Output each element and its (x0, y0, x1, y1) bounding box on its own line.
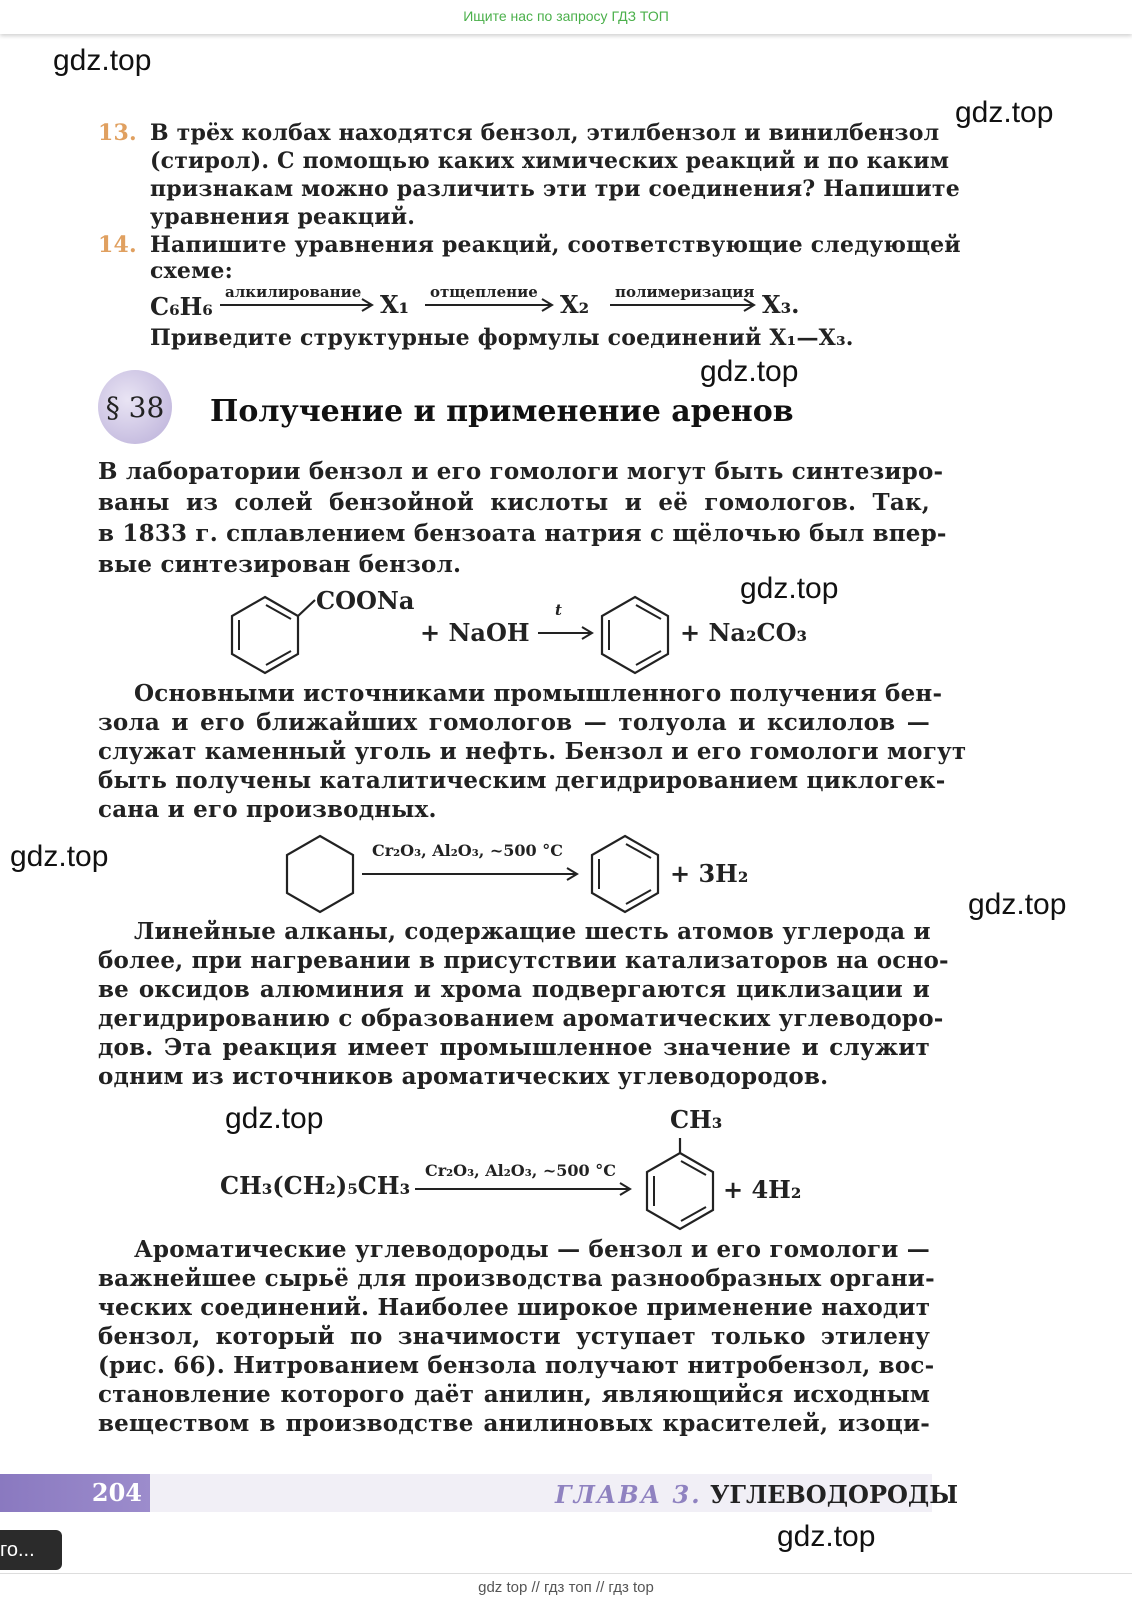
problem-14-line: Напишите уравнения реакций, соответствующие следующей (150, 232, 961, 258)
reaction-3-product: + 4H₂ (723, 1175, 802, 1204)
paragraph-line: становление которого даёт анилин, являющийся исходным (98, 1381, 930, 1408)
reaction-1-reagent: + NaOH (420, 618, 530, 647)
paragraph-line: В лаборатории бензол и его гомологи могут быть синтезиро- (98, 458, 944, 485)
scheme-arrow1-label: алкилирование (225, 283, 362, 301)
problem-13-line: (стирол). С помощью каких химических реакций и по каким (150, 148, 950, 174)
scheme-arrow2-label: отщепление (430, 283, 538, 301)
problem-14-line: схеме: (150, 258, 233, 284)
paragraph-line: более, при нагревании в присутствии катализаторов на осно- (98, 947, 949, 974)
paragraph-line: дегидрированию с образованием ароматических углеводоро- (98, 1005, 944, 1032)
chapter-label: ГЛАВА 3. (555, 1480, 702, 1509)
problem-13-line: признакам можно различить эти три соединения? Напишите (150, 176, 960, 202)
paragraph-line: Ароматические углеводороды — бензол и его гомологи — (134, 1236, 930, 1263)
reaction-scheme (140, 280, 840, 330)
watermark: gdz.top (10, 840, 109, 873)
reaction-2-product: + 3H₂ (670, 859, 749, 888)
paragraph-line: (рис. 66). Нитрованием бензола получают нитробензол, вос- (98, 1352, 935, 1379)
scheme-x1: X₁ (380, 290, 410, 319)
paragraph-line: служат каменный уголь и нефть. Бензол и его гомологи могут (98, 738, 967, 765)
benzoate-ring (232, 597, 315, 673)
watermark: gdz.top (53, 44, 152, 77)
paragraph-line: зола и его ближайших гомологов — толуола и ксилолов — (98, 709, 930, 736)
problem-14-number: 14. (98, 232, 137, 258)
watermark: gdz.top (968, 888, 1067, 921)
paragraph-line: ческих соединений. Наиболее широкое применение находит (98, 1294, 931, 1321)
reaction-3-substituent: CH₃ (670, 1105, 723, 1134)
reaction-3-reactant: CH₃(CH₂)₅CH₃ (220, 1171, 411, 1200)
toluene-ring (647, 1138, 713, 1229)
watermark: gdz.top (225, 1102, 324, 1135)
problem-13-line: уравнения реакций. (150, 204, 416, 230)
paragraph-line: бензол, который по значимости уступает только этилену (98, 1323, 930, 1350)
benzene-ring (602, 597, 668, 673)
paragraph-line: ве оксидов алюминия и хрома подвергаются циклизации и (98, 976, 930, 1003)
watermark: gdz.top (955, 96, 1054, 129)
reaction-1-condition: t (555, 601, 562, 619)
cyclohexane-ring (287, 836, 353, 912)
top-banner[interactable]: Ищите нас по запросу ГДЗ ТОП (0, 0, 1132, 34)
scheme-arrow3-label: полимеризация (615, 283, 755, 301)
paragraph-line: в 1833 г. сплавлением бензоата натрия с щёлочью был впер- (98, 520, 947, 547)
page-number (0, 1474, 150, 1512)
scheme-x2: X₂ (560, 290, 590, 319)
page-number-text: 204 (91, 1478, 142, 1507)
paragraph-line: сана и его производных. (98, 796, 437, 823)
paragraph-line: одним из источников ароматических углеводородов. (98, 1063, 829, 1090)
paragraph-line: веществом в производстве анилиновых красителей, изоци- (98, 1410, 930, 1437)
watermark: gdz.top (700, 355, 799, 388)
paragraph-line: ваны из солей бензойной кислоты и её гомологов. Так, (98, 489, 930, 516)
watermark: gdz.top (777, 1520, 876, 1553)
reaction-1-product: + Na₂CO₃ (680, 618, 807, 647)
scheme-start: C₆H₆ (150, 292, 213, 321)
reaction-1-substituent: COONa (316, 586, 415, 615)
reaction-3-condition: Cr₂O₃, Al₂O₃, ~500 °C (425, 1161, 616, 1180)
chapter-heading (555, 1480, 958, 1509)
section-badge: § 38 (98, 370, 172, 444)
watermark: gdz.top (740, 572, 839, 605)
chapter-title: УГЛЕВОДОРОДЫ (709, 1480, 959, 1509)
reaction-2-condition: Cr₂O₃, Al₂O₃, ~500 °C (372, 841, 563, 860)
problem-13-line: В трёх колбах находятся бензол, этилбензол и винилбензол (150, 120, 940, 146)
reaction-3 (215, 1098, 835, 1238)
reaction-1 (220, 585, 870, 680)
paragraph-line: важнейшее сырьё для производства разнообразных органи- (98, 1265, 935, 1292)
paragraph-line: Линейные алканы, содержащие шесть атомов углерода и (134, 918, 931, 945)
problem-14-last-text: Приведите структурные формулы соединений X₁—X₃. (150, 325, 854, 351)
paragraph-line: вые синтезирован бензол. (98, 551, 462, 578)
benzene-ring (592, 836, 658, 912)
bottom-links[interactable]: gdz top // гдз топ // гдз top (478, 1579, 654, 1596)
paragraph-line: Основными источниками промышленного получения бен- (134, 680, 943, 707)
paragraph-line: дов. Эта реакция имеет промышленное значение и служит (98, 1034, 930, 1061)
scheme-x3: X₃. (762, 290, 800, 319)
divider (0, 1573, 1132, 1574)
reaction-2 (280, 828, 780, 918)
section-title: Получение и применение аренов (210, 394, 794, 429)
problem-13-number: 13. (98, 120, 137, 146)
side-tab-button[interactable]: го... (0, 1530, 62, 1570)
paragraph-line: быть получены каталитическим дегидрированием циклогек- (98, 767, 946, 794)
